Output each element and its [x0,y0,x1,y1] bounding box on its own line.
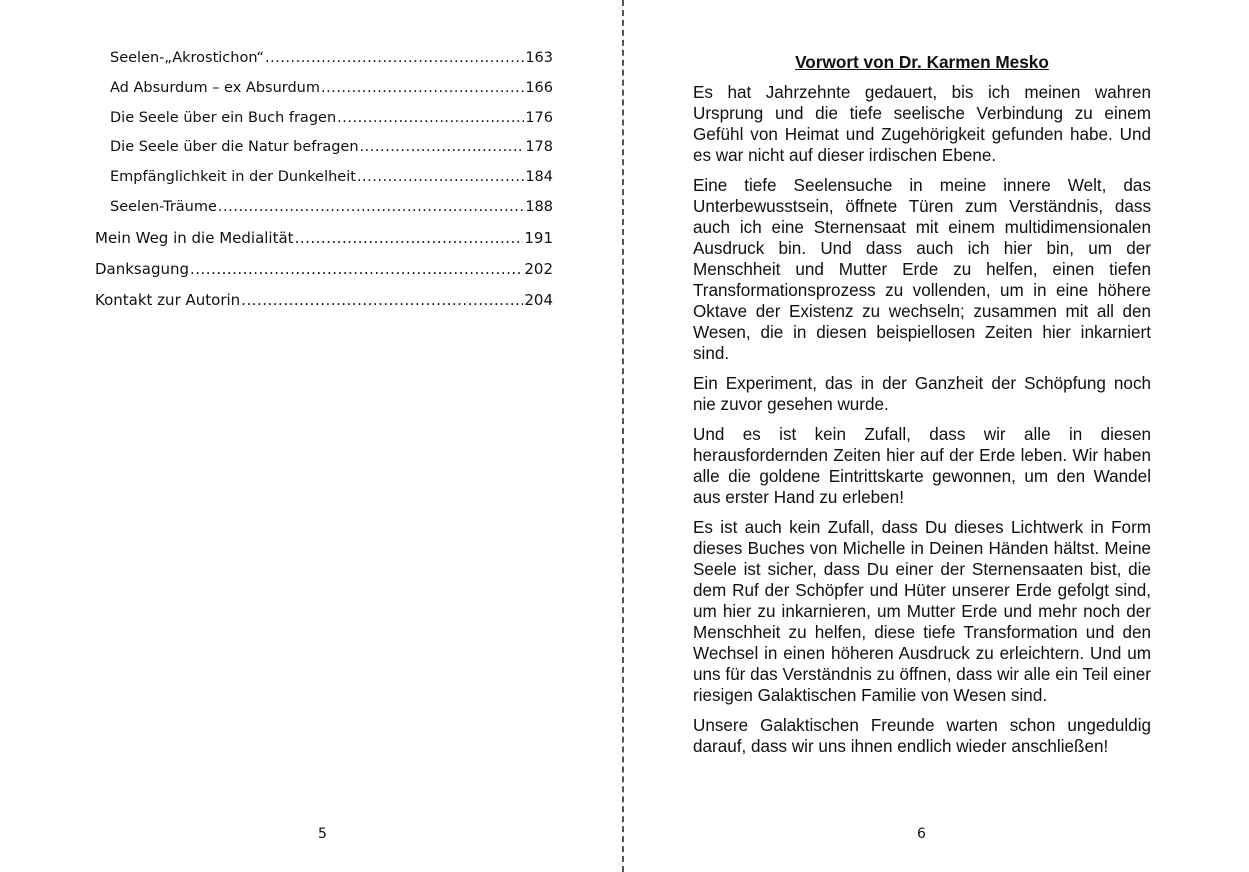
toc-leader-dots [241,291,523,309]
toc-leader-dots [321,80,524,96]
foreword-paragraph: Es hat Jahrzehnte gedauert, bis ich meinen wahren Ursprung und die tiefe seelische Verbindung zu einem Gefühl von Heimat und Zugehörigkeit gefunden habe. Und es war nicht auf dieser irdischen Ebene. [693,83,1151,165]
toc-leader-dots [337,110,524,126]
toc-entry-title: Die Seele über ein Buch fragen [110,109,337,126]
toc-entry[interactable] [95,110,553,140]
toc-entry-page: 191 [524,228,553,247]
toc-leader-dots [190,260,523,278]
foreword-paragraph: Eine tiefe Seelensuche in meine innere Welt, das Unterbewusstsein, öffnete Türen zum Verständnis, dass auch ich eine Sternensaat mit einem multidimensionalen Ausdruck bin. Und dass auch ich hier bin, um der Menschheit und Mutter Erde zu helfen, einen tiefen Transformationsprozess zu vollenden, um in eine höhere Oktave der Existenz zu wechseln; zusammen mit all den Wesen, die in diesen beispiellosen Zeiten hier inkarniert sind. [693,176,1151,363]
toc-entry[interactable] [95,229,553,260]
toc-entry[interactable] [95,50,553,80]
foreword-paragraph: Und es ist kein Zufall, dass wir alle in diesen herausfordernden Zeiten hier auf der Erde leben. Wir haben alle die goldene Eintrittskarte gewonnen, um den Wandel aus erster Hand zu erleben! [693,425,1151,507]
toc-entry-title: Empfänglichkeit in der Dunkelheit [110,169,356,186]
toc-leader-dots [360,139,525,155]
toc-entry[interactable] [95,291,553,322]
page-divider [622,0,624,872]
foreword-paragraph: Unsere Galaktischen Freunde warten schon ungeduldig darauf, dass wir uns ihnen endlich wieder anschließen! [693,716,1151,756]
toc-entry[interactable] [95,80,553,110]
page-number-right: 6 [917,826,926,842]
toc-leader-dots [357,169,524,185]
toc-entry[interactable] [95,139,553,169]
table-of-contents [95,50,553,323]
toc-entry-page: 188 [525,198,553,215]
foreword-paragraph: Ein Experiment, das in der Ganzheit der Schöpfung noch nie zuvor gesehen wurde. [693,374,1151,414]
toc-entry[interactable] [95,260,553,291]
toc-entry-title: Mein Weg in die Medialität [95,228,294,247]
foreword-title: Vorwort von Dr. Karmen Mesko [795,52,1049,72]
toc-entry[interactable] [95,169,553,199]
toc-entry-title: Kontakt zur Autorin [95,291,241,310]
left-page [0,0,622,872]
toc-entry-page: 184 [525,169,553,186]
toc-entry-page: 166 [525,79,553,96]
toc-entry-title: Ad Absurdum – ex Absurdum [110,79,320,96]
toc-entry-title: Die Seele über die Natur befragen [110,139,359,156]
toc-entry-page: 176 [525,109,553,126]
toc-leader-dots [218,199,524,215]
toc-entry-page: 163 [525,50,553,66]
foreword-paragraph: Es ist auch kein Zufall, dass Du dieses Lichtwerk in Form dieses Buches von Michelle in Deinen Händen hältst. Meine Seele ist sicher, dass Du einer der Sternensaaten bist, die dem Ruf der Schöpfer und Hüter unserer Erde gefolgt sind, um hier zu inkarnieren, um Mutter Erde und mehr noch der Menschheit zu helfen, diese tiefe Transformation und den Wechsel in einen höheren Ausdruck zu erleichtern. Und um uns für das Verständnis zu öffnen, dass wir alle ein Teil einer riesigen Galaktischen Familie von Wesen sind. [693,518,1151,705]
toc-entry-title: Danksagung [95,260,189,279]
toc-entry-page: 204 [524,291,553,310]
toc-leader-dots [295,229,524,247]
toc-entry-title: Seelen-Träume [110,198,217,215]
page-number-left: 5 [318,826,327,842]
toc-entry[interactable] [95,199,553,229]
foreword-body [693,82,1151,766]
toc-entry-title: Seelen-„Akrostichon“ [110,50,264,66]
toc-entry-page: 178 [525,139,553,156]
toc-entry-page: 202 [524,260,553,279]
toc-leader-dots [265,50,524,66]
